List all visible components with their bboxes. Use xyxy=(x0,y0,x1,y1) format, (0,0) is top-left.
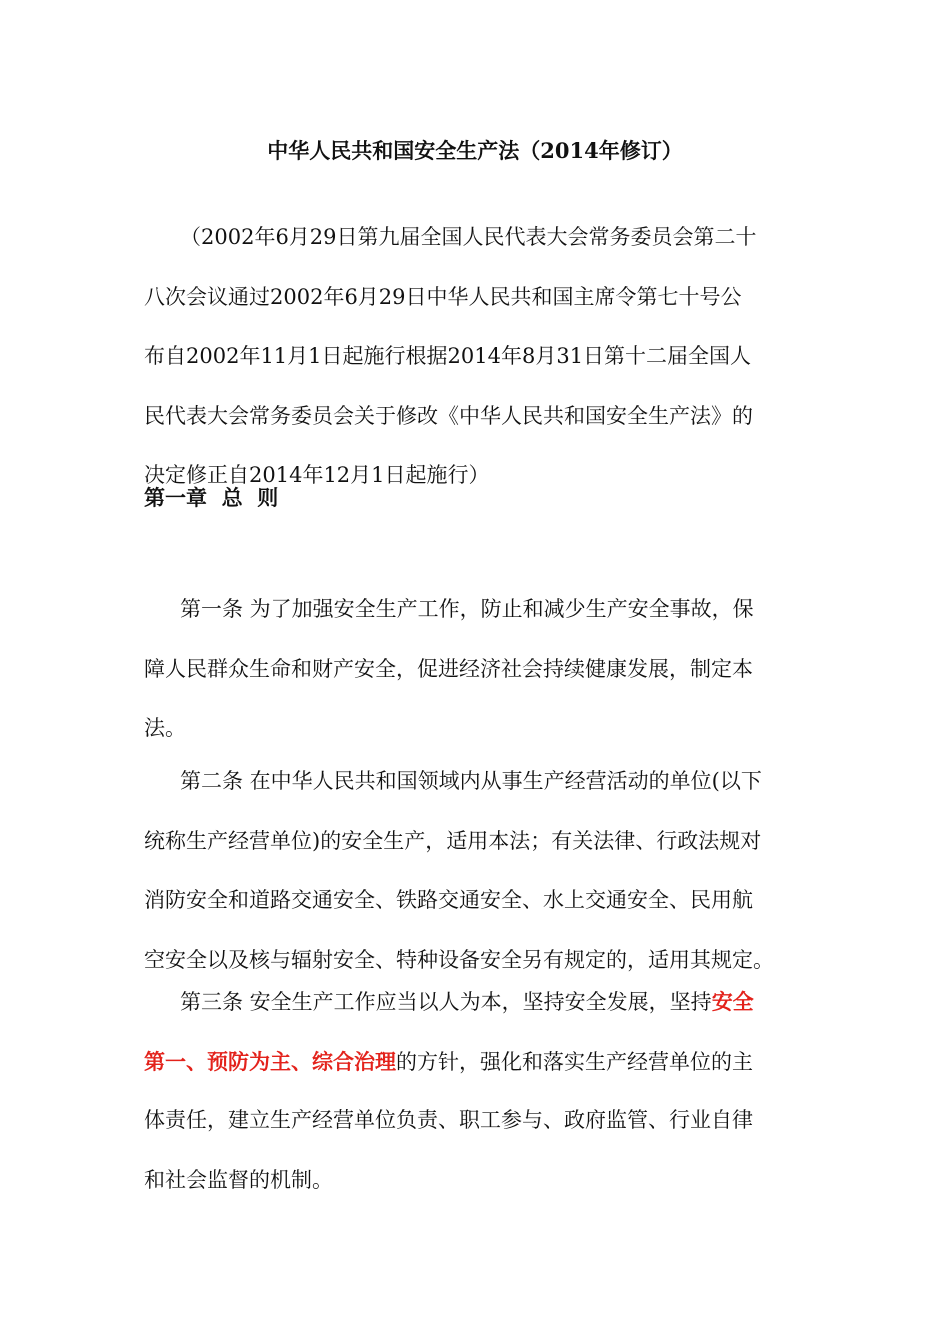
article-line xyxy=(144,1032,804,1092)
article-line: 法。 xyxy=(144,716,186,740)
article-line: 空安全以及核与辐射安全、特种设备安全另有规定的，适用其规定。 xyxy=(144,947,774,972)
article-3 xyxy=(144,972,804,1210)
article-2 xyxy=(144,752,804,990)
article-line: 统称生产经营单位)的安全生产，适用本法；有关法律、行政法规对 xyxy=(144,828,762,853)
chapter-heading: 第一章 总 则 xyxy=(144,485,279,510)
article-text: 的方针，强化和落实生产经营单位的主 xyxy=(396,1049,753,1074)
emphasis-text: 第一、预防为主、综合治理 xyxy=(144,1048,396,1074)
article-line: 和社会监督的机制。 xyxy=(144,1167,333,1192)
article-line xyxy=(144,972,804,1032)
article-text: 第三条 安全生产工作应当以人为本，坚持安全发展，坚持 xyxy=(180,990,712,1014)
preamble-line: 决定修正自2014年12月1日起施行） xyxy=(144,463,490,487)
preamble-line: 布自2002年11月1日起施行根据2014年8月31日第十二届全国人 xyxy=(144,344,752,368)
emphasis-text: 安全 xyxy=(711,989,754,1014)
article-line: 体责任，建立生产经营单位负责、职工参与、政府监管、行业自律 xyxy=(144,1108,753,1132)
preamble-line: 八次会议通过2002年6月29日中华人民共和国主席令第七十号公 xyxy=(144,284,742,309)
article-1 xyxy=(144,580,804,759)
preamble xyxy=(144,208,804,506)
document-title: 中华人民共和国安全生产法（2014年修订） xyxy=(267,138,683,163)
preamble-line: 民代表大会常务委员会关于修改《中华人民共和国安全生产法》的 xyxy=(144,403,753,428)
preamble-line: （2002年6月29日第九届全国人民代表大会常务委员会第二十 xyxy=(180,225,757,249)
article-line: 消防安全和道路交通安全、铁路交通安全、水上交通安全、民用航 xyxy=(144,888,753,912)
article-line: 第二条 在中华人民共和国领域内从事生产经营活动的单位(以下 xyxy=(180,769,762,793)
article-line: 障人民群众生命和财产安全，促进经济社会持续健康发展，制定本 xyxy=(144,656,753,681)
article-line: 第一条 为了加强安全生产工作，防止和减少生产安全事故，保 xyxy=(180,597,754,621)
